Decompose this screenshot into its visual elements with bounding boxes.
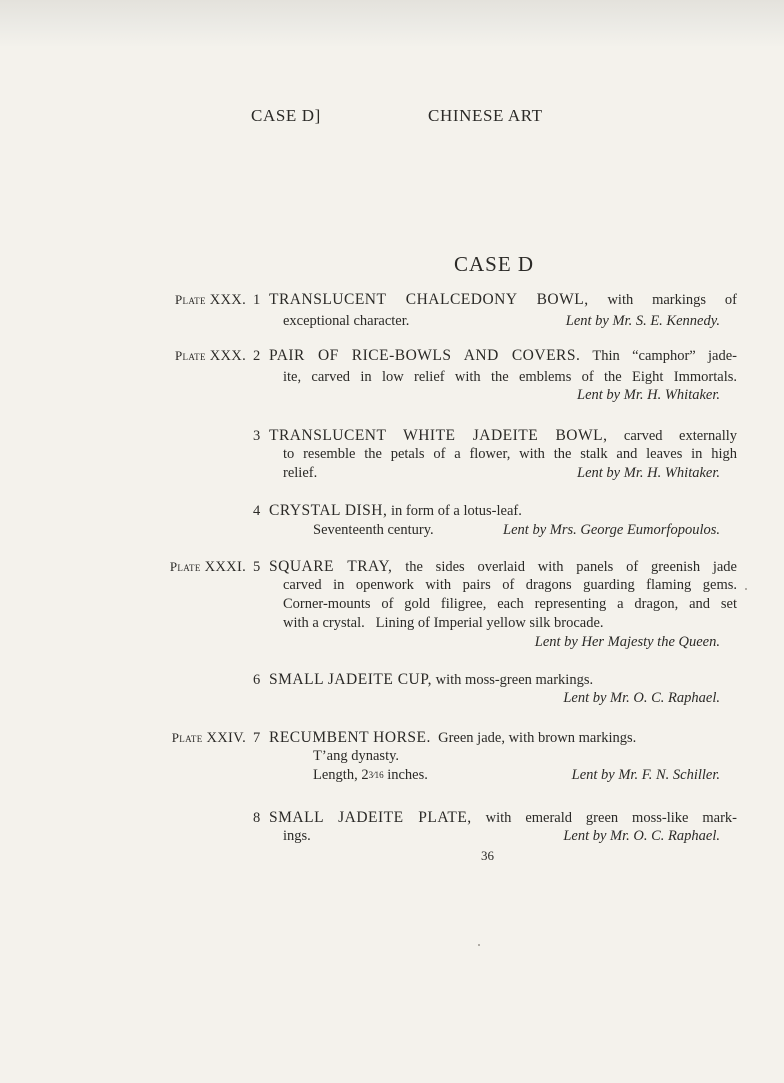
entry-line: [269, 427, 737, 445]
plate-reference: Plate XXX.: [175, 292, 246, 308]
entry-description: relief.: [283, 465, 318, 481]
entry-title: PAIR OF RICE-BOWLS AND COVERS.: [269, 347, 581, 364]
lender-credit: Lent by Mr. F. N. Schiller.: [571, 767, 720, 783]
entry-title: TRANSLUCENT CHALCEDONY BOWL,: [269, 291, 589, 308]
page-number: 36: [481, 848, 494, 863]
entry-line: [269, 291, 737, 309]
entry-number: 4: [253, 503, 261, 519]
entry-description: in form of a lotus-leaf.: [391, 503, 522, 519]
entry-description: Seventeenth century.: [313, 522, 434, 538]
paper-speck: [745, 588, 747, 590]
entry-description: exceptional character.: [283, 313, 410, 329]
entry-title: SMALL JADEITE PLATE,: [269, 809, 472, 826]
entry-number: 7: [253, 730, 261, 746]
entry-description: with markings of: [607, 292, 737, 308]
entry-title: CRYSTAL DISH,: [269, 502, 388, 519]
entry-description: Length, 23⁄16 inches.: [313, 767, 428, 783]
entry-number: 8: [253, 810, 261, 826]
case-heading: CASE D: [454, 252, 535, 276]
entry-description: Green jade, with brown markings.: [438, 730, 637, 746]
entry-description: Corner-mounts of gold filigree, each representing a dragon, and set: [283, 596, 737, 612]
lender-credit: Lent by Mr. O. C. Raphael.: [563, 828, 720, 844]
entry-description: ings.: [283, 828, 311, 844]
entry-description: with a crystal. Lining of Imperial yellow silk brocade.: [283, 615, 604, 631]
entry-title: TRANSLUCENT WHITE JADEITE BOWL,: [269, 427, 608, 444]
lender-credit: Lent by Mrs. George Eumorfopoulos.: [503, 522, 720, 538]
lender-credit: Lent by Mr. H. Whitaker.: [577, 465, 720, 481]
entry-number: 5: [253, 559, 261, 575]
entry-line: [269, 502, 522, 520]
entry-line: [269, 671, 593, 689]
plate-reference: Plate XXIV.: [171, 730, 246, 746]
entry-title: SMALL JADEITE CUP,: [269, 671, 433, 688]
entry-description: Thin “camphor” jade-: [592, 348, 737, 364]
entry-line: [269, 347, 737, 365]
entry-description: ite, carved in low relief with the emblems of the Eight Immortals.: [283, 369, 737, 385]
entry-line: [269, 809, 737, 827]
paper-speck: [478, 944, 480, 946]
running-head-right: CHINESE ART: [428, 106, 543, 125]
entry-description: the sides overlaid with panels of greenish jade: [405, 559, 737, 575]
running-head-left: CASE D]: [251, 106, 321, 125]
lender-credit: Lent by Mr. S. E. Kennedy.: [565, 313, 720, 329]
entry-line: [269, 729, 636, 747]
plate-reference: Plate XXXI.: [169, 559, 246, 575]
entry-description: with emerald green moss-like mark-: [485, 810, 737, 826]
entry-line: [269, 558, 737, 576]
entry-number: 1: [253, 292, 261, 308]
entry-title: SQUARE TRAY,: [269, 558, 393, 575]
plate-reference: Plate XXX.: [175, 348, 246, 364]
entry-number: 3: [253, 428, 261, 444]
entry-description: carved externally: [623, 428, 737, 444]
entry-description: to resemble the petals of a flower, with the stalk and leaves in high: [283, 446, 737, 462]
fraction: 3⁄16: [368, 770, 384, 780]
entry-number: 6: [253, 672, 261, 688]
lender-credit: Lent by Her Majesty the Queen.: [534, 634, 720, 650]
entry-description: with moss-green markings.: [435, 672, 594, 688]
lender-credit: Lent by Mr. H. Whitaker.: [577, 387, 720, 403]
entry-description: carved in openwork with pairs of dragons guarding flaming gems.: [283, 577, 737, 593]
entry-title: RECUMBENT HORSE.: [269, 729, 431, 746]
scan-shadow: [0, 0, 784, 48]
lender-credit: Lent by Mr. O. C. Raphael.: [563, 690, 720, 706]
entry-number: 2: [253, 348, 261, 364]
entry-description: T’ang dynasty.: [313, 748, 400, 764]
